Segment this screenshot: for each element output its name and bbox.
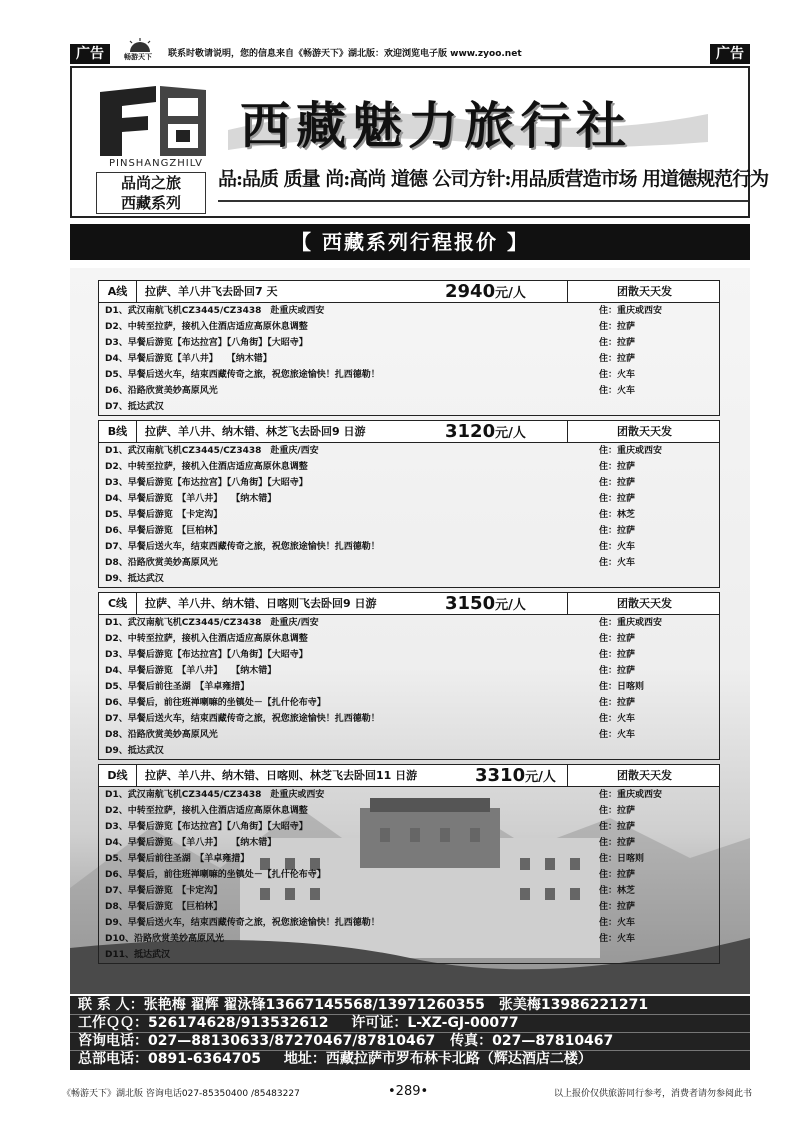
logo-english: PINSHANGZHILV	[108, 158, 204, 169]
day-text: D6、沿路欣赏美妙高原风光	[105, 386, 218, 396]
day-text: D10、沿路欣赏美妙高原风光	[105, 934, 224, 944]
route-code: B线	[99, 421, 137, 442]
price-value: 2940	[445, 281, 496, 302]
agency-logo-icon	[98, 84, 208, 158]
route-name: 拉萨、羊八井、纳木错、林芝飞去卧回9 日游	[145, 425, 366, 438]
itinerary-day	[99, 695, 719, 711]
day-stay: 住：拉萨	[599, 650, 636, 660]
day-stay: 住：日喀则	[599, 682, 645, 692]
route-price	[445, 281, 526, 305]
route-d	[98, 764, 720, 964]
itinerary-day	[99, 787, 719, 803]
address-value: 西藏拉萨市罗布林卡北路（辉达酒店二楼）	[325, 1051, 592, 1067]
day-stay: 住：拉萨	[599, 822, 636, 832]
price-unit: 元/人	[495, 286, 526, 301]
day-text: D1、武汉南航飞机CZ3445/CZ3438 赴重庆/西安	[105, 446, 319, 456]
day-text: D7、早餐后送火车，结束西藏传奇之旅，祝您旅途愉快！扎西德勒！	[105, 542, 380, 552]
itinerary-day	[99, 523, 719, 539]
day-text: D5、早餐后前往圣湖 【羊卓雍措】	[105, 682, 250, 692]
itinerary-day	[99, 883, 719, 899]
ad-label-right: 广告	[710, 44, 750, 64]
route-price	[445, 421, 526, 445]
day-text: D8、沿路欣赏美妙高原风光	[105, 558, 218, 568]
route-departure: 团散天天发	[567, 593, 721, 614]
contact-people-label: 联 系 人：	[78, 997, 144, 1013]
itinerary-day	[99, 303, 719, 319]
day-stay: 住：拉萨	[599, 526, 636, 536]
day-stay: 住：拉萨	[599, 462, 636, 472]
day-stay: 住：拉萨	[599, 494, 636, 504]
itinerary-day	[99, 931, 719, 947]
fax-value: 027—87810467	[492, 1033, 614, 1049]
day-stay: 住：拉萨	[599, 322, 636, 332]
route-header	[99, 281, 719, 303]
day-stay: 住：重庆或西安	[599, 790, 663, 800]
price-unit: 元/人	[525, 770, 556, 785]
day-stay: 住：拉萨	[599, 338, 636, 348]
logo-subtitle-line1: 品尚之旅	[120, 174, 181, 192]
day-stay: 住：重庆或西安	[599, 446, 663, 456]
day-stay: 住：拉萨	[599, 634, 636, 644]
qq-value: 526174628/913532612	[148, 1015, 329, 1031]
itinerary-day	[99, 679, 719, 695]
contact-phone-row	[78, 1033, 613, 1050]
price-value: 3310	[475, 765, 526, 786]
price-value: 3120	[445, 421, 496, 442]
price-value: 3150	[445, 593, 496, 614]
day-text: D2、中转至拉萨，接机入住酒店适应高原休息调整	[105, 806, 308, 816]
route-c	[98, 592, 720, 760]
license-value: L-XZ-GJ-00077	[407, 1015, 519, 1031]
day-text: D9、早餐后送火车，结束西藏传奇之旅，祝您旅途愉快！扎西德勒！	[105, 918, 380, 928]
day-text: D3、早餐后游览【布达拉宫】【八角街】【大昭寺】	[105, 650, 308, 660]
day-text: D6、早餐后，前往班禅喇嘛的坐镇处－【扎什伦布寺】	[105, 698, 326, 708]
day-stay: 住：林芝	[599, 510, 636, 520]
day-stay: 住：火车	[599, 542, 636, 552]
itinerary-day	[99, 459, 719, 475]
day-text: D4、早餐后游览 【羊八井】 【纳木错】	[105, 838, 277, 848]
itinerary-day	[99, 663, 719, 679]
route-departure: 团散天天发	[567, 421, 721, 442]
day-stay: 住：火车	[599, 714, 636, 724]
day-stay: 住：拉萨	[599, 806, 636, 816]
itinerary-day	[99, 491, 719, 507]
itinerary-day	[99, 915, 719, 931]
itinerary-day	[99, 507, 719, 523]
route-name: 拉萨、羊八井、纳木错、日喀则、林芝飞去卧回11 日游	[145, 769, 418, 782]
logo-subtitle-line2: 西藏系列	[120, 194, 181, 212]
logo-subtitle	[96, 172, 206, 214]
itinerary-day	[99, 743, 719, 759]
phone-label: 咨询电话：	[78, 1033, 148, 1049]
day-stay: 住：拉萨	[599, 666, 636, 676]
phone-value: 027—88130633/87270467/87810467	[148, 1033, 436, 1049]
itinerary-day	[99, 383, 719, 399]
day-stay: 住：拉萨	[599, 354, 636, 364]
day-stay: 住：火车	[599, 386, 636, 396]
itinerary-day	[99, 867, 719, 883]
itinerary-day	[99, 571, 719, 587]
itinerary-day	[99, 351, 719, 367]
top-bar	[70, 44, 750, 64]
day-text: D1、武汉南航飞机CZ3445/CZ3438 赴重庆或西安	[105, 790, 325, 800]
day-text: D1、武汉南航飞机CZ3445/CZ3438 赴重庆/西安	[105, 618, 319, 628]
slogan-underline	[218, 200, 748, 202]
itinerary-day	[99, 443, 719, 459]
day-stay: 住：火车	[599, 918, 636, 928]
day-text: D7、早餐后送火车，结束西藏传奇之旅，祝您旅途愉快！扎西德勒！	[105, 714, 380, 724]
day-stay: 住：火车	[599, 934, 636, 944]
itinerary-day	[99, 899, 719, 915]
day-stay: 住：拉萨	[599, 870, 636, 880]
route-code: A线	[99, 281, 137, 302]
day-text: D5、早餐后游览 【卡定沟】	[105, 510, 223, 520]
brand-mini: 畅游天下	[124, 53, 152, 61]
contact-footer	[70, 996, 750, 1070]
day-text: D6、早餐后，前往班禅喇嘛的坐镇处－【扎什伦布寺】	[105, 870, 326, 880]
day-stay: 住：拉萨	[599, 902, 636, 912]
day-text: D2、中转至拉萨，接机入住酒店适应高原休息调整	[105, 634, 308, 644]
hq-label: 总部电话：	[78, 1051, 148, 1067]
day-text: D4、早餐后游览 【羊八井】 【纳木错】	[105, 666, 277, 676]
route-code: D线	[99, 765, 137, 786]
day-stay: 住：日喀则	[599, 854, 645, 864]
day-stay: 住：火车	[599, 558, 636, 568]
day-text: D9、抵达武汉	[105, 746, 164, 756]
footer-disclaimer: 以上报价仅供旅游同行参考，消费者请勿参阅此书	[553, 1089, 752, 1099]
itinerary-day	[99, 835, 719, 851]
route-header	[99, 593, 719, 615]
itinerary-day	[99, 803, 719, 819]
day-stay: 住：重庆或西安	[599, 618, 663, 628]
day-text: D3、早餐后游览【布达拉宫】【八角街】【大昭寺】	[105, 822, 308, 832]
route-name: 拉萨、羊八井飞去卧回7 天	[145, 285, 278, 298]
contact-people-row	[78, 997, 648, 1014]
route-a	[98, 280, 720, 416]
ad-label-left: 广告	[70, 44, 110, 64]
route-header	[99, 421, 719, 443]
day-text: D4、早餐后游览【羊八井】 【纳木错】	[105, 354, 272, 364]
day-text: D11、抵达武汉	[105, 950, 170, 960]
page-footer	[62, 1086, 752, 1102]
day-stay: 住：重庆或西安	[599, 306, 663, 316]
agency-title: 西藏魅力旅行社	[240, 96, 632, 155]
day-text: D2、中转至拉萨，接机入住酒店适应高原休息调整	[105, 462, 308, 472]
contact-qq-row	[78, 1015, 519, 1032]
itinerary-day	[99, 399, 719, 415]
itinerary-day	[99, 851, 719, 867]
address-label: 地址：	[283, 1051, 326, 1067]
itinerary-day	[99, 555, 719, 571]
route-price	[475, 765, 556, 789]
itinerary-day	[99, 615, 719, 631]
price-unit: 元/人	[495, 598, 526, 613]
contact-hq-row	[78, 1051, 592, 1068]
route-name: 拉萨、羊八井、纳木错、日喀则飞去卧回9 日游	[145, 597, 377, 610]
route-b	[98, 420, 720, 588]
day-text: D4、早餐后游览 【羊八井】 【纳木错】	[105, 494, 277, 504]
itinerary-day	[99, 319, 719, 335]
day-text: D3、早餐后游览【布达拉宫】【八角街】【大昭寺】	[105, 338, 308, 348]
day-stay: 住：火车	[599, 370, 636, 380]
itinerary-day	[99, 631, 719, 647]
itinerary-day	[99, 539, 719, 555]
route-header	[99, 765, 719, 787]
route-price	[445, 593, 526, 617]
footer-publication: 《畅游天下》湖北版 咨询电话027-85350400 /85483227	[62, 1089, 300, 1099]
itinerary-day	[99, 335, 719, 351]
price-unit: 元/人	[495, 426, 526, 441]
section-title: 【 西藏系列行程报价 】	[70, 224, 750, 260]
day-text: D5、早餐后送火车，结束西藏传奇之旅，祝您旅途愉快！扎西德勒！	[105, 370, 380, 380]
top-note: 联系时敬请说明，您的信息来自《畅游天下》湖北版：欢迎浏览电子版 www.zyoo.net	[168, 49, 522, 59]
day-text: D5、早餐后前往圣湖 【羊卓雍措】	[105, 854, 250, 864]
itinerary-day	[99, 727, 719, 743]
itinerary-day	[99, 819, 719, 835]
page-number: •289•	[388, 1084, 429, 1099]
itinerary-day	[99, 947, 719, 963]
day-text: D1、武汉南航飞机CZ3445/CZ3438 赴重庆或西安	[105, 306, 325, 316]
qq-label: 工作ＱＱ：	[78, 1015, 148, 1031]
contact-people: 张艳梅 翟辉 翟泳锋13667145568/13971260355 张美梅13986221271	[143, 997, 649, 1013]
hq-value: 0891-6364705	[148, 1051, 261, 1067]
fax-label: 传真：	[450, 1033, 493, 1049]
route-departure: 团散天天发	[567, 281, 721, 302]
day-text: D8、早餐后游览 【巨柏林】	[105, 902, 223, 912]
agency-header	[70, 66, 769, 218]
day-stay: 住：拉萨	[599, 838, 636, 848]
day-stay: 住：拉萨	[599, 698, 636, 708]
day-text: D9、抵达武汉	[105, 574, 164, 584]
itinerary-day	[99, 647, 719, 663]
route-departure: 团散天天发	[567, 765, 721, 786]
routes-panel	[70, 268, 750, 994]
day-text: D7、抵达武汉	[105, 402, 164, 412]
agency-slogan: 品:品质 质量 尚:高尚 道德 公司方针:用品质营造市场 用道德规范行为	[218, 168, 769, 190]
day-text: D6、早餐后游览 【巨柏林】	[105, 526, 223, 536]
itinerary-day	[99, 367, 719, 383]
day-stay: 住：火车	[599, 730, 636, 740]
itinerary-day	[99, 711, 719, 727]
route-code: C线	[99, 593, 137, 614]
itinerary-day	[99, 475, 719, 491]
day-stay: 住：拉萨	[599, 478, 636, 488]
day-text: D8、沿路欣赏美妙高原风光	[105, 730, 218, 740]
license-label: 许可证：	[351, 1015, 408, 1031]
day-text: D2、中转至拉萨，接机入住酒店适应高原休息调整	[105, 322, 308, 332]
day-text: D7、早餐后游览 【卡定沟】	[105, 886, 223, 896]
day-stay: 住：林芝	[599, 886, 636, 896]
sun-logo-icon	[126, 38, 154, 52]
day-text: D3、早餐后游览【布达拉宫】【八角街】【大昭寺】	[105, 478, 308, 488]
